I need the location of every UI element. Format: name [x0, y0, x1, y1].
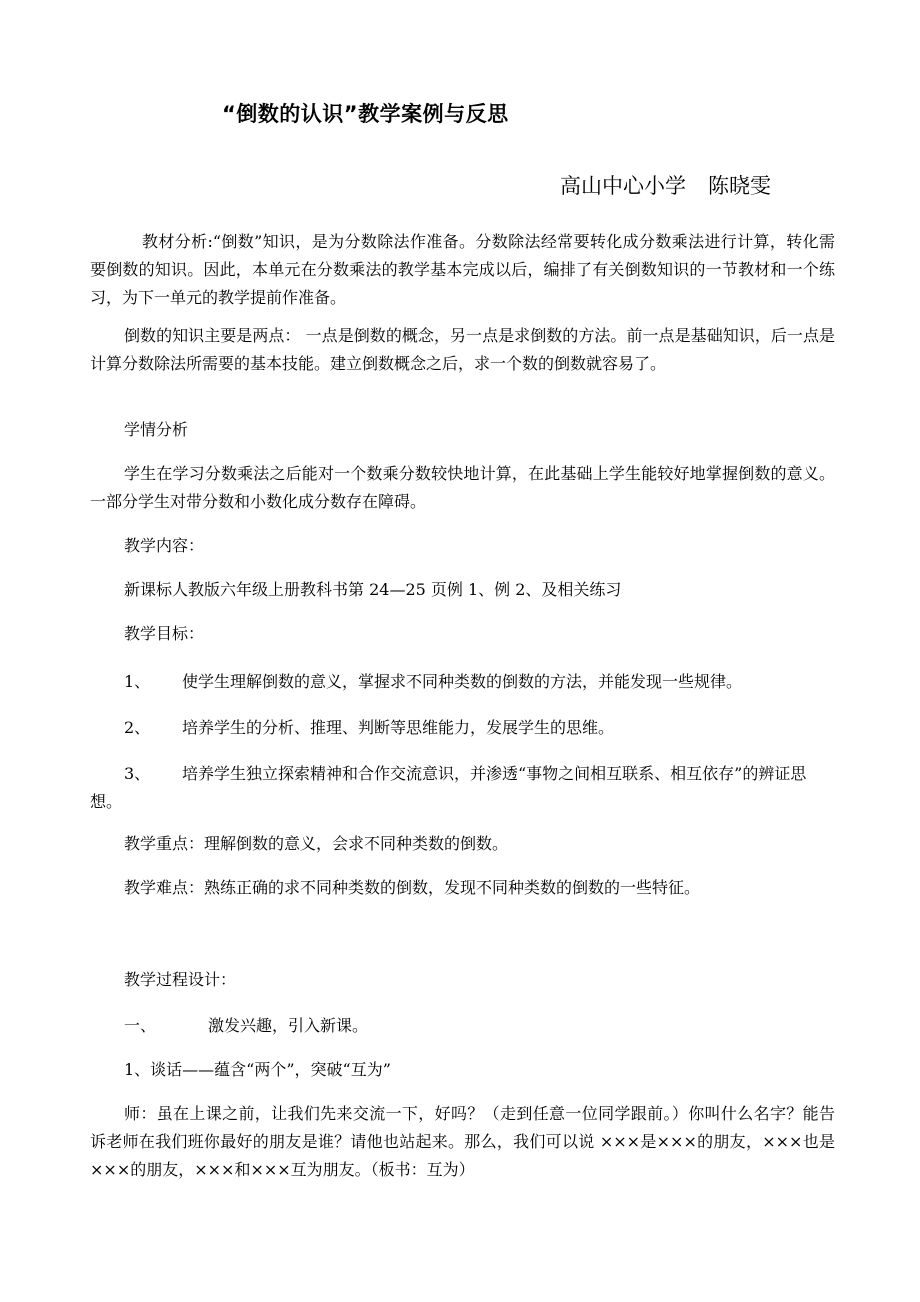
author-line	[560, 170, 771, 200]
goal-text: 培养学生的分析、推理、判断等思维能力，发展学生的思维。	[182, 718, 615, 737]
goal-item	[124, 714, 614, 742]
student-analysis-paragraph: 学生在学习分数乘法之后能对一个数乘分数较快地计算，在此基础上学生能较好地掌握倒数的意义。一部分学生对带分数和小数化成分数存在障碍。	[90, 464, 835, 511]
key-point-text: 教学重点：理解倒数的意义，会求不同种类数的倒数。	[124, 834, 509, 853]
material-analysis-paragraph: 教材分析:“倒数”知识，是为分数除法作准备。分数除法经常要转化成分数乘法进行计算，转化需要倒数的知识。因此，本单元在分数乘法的教学基本完成以后，编排了有关倒数知识的一节教材和一个练习，为下一单元的教学提前作准备。	[90, 232, 835, 307]
author-school: 高山中心小学	[560, 174, 686, 198]
goal-number: 2、	[124, 718, 151, 737]
section-number: 一、	[124, 1016, 157, 1035]
student-analysis-heading: 学情分析	[124, 420, 189, 439]
section-text: 激发兴趣，引入新课。	[208, 1016, 369, 1035]
document-title: “倒数的认识”教学案例与反思	[222, 102, 509, 126]
section-heading	[124, 1012, 368, 1040]
knowledge-points-paragraph: 倒数的知识主要是两点： 一点是倒数的概念，另一点是求倒数的方法。前一点是基础知识，后一点是计算分数除法所需要的基本技能。建立倒数概念之后，求一个数的倒数就容易了。	[90, 326, 835, 373]
goal-item	[124, 668, 742, 696]
difficulty-text: 教学难点：熟练正确的求不同种类数的倒数，发现不同种类数的倒数的一些特征。	[124, 878, 701, 897]
author-name: 陈晓雯	[708, 174, 771, 198]
subsection-heading: 1、谈话——蕴含“两个”，突破“互为”	[124, 1060, 391, 1079]
goal-text: 使学生理解倒数的意义，掌握求不同种类数的倒数的方法，并能发现一些规律。	[182, 672, 743, 691]
dialogue-paragraph: 师：虽在上课之前，让我们先来交流一下，好吗？（走到任意一位同学跟前。）你叫什么名字？能告诉老师在我们班你最好的朋友是谁？请他也站起来。那么，我们可以说 ×××是×××的朋友，×××也是×××的朋友，×××和×××互为朋友。（板书：互为）	[90, 1104, 835, 1179]
goal-number: 3、	[124, 764, 151, 783]
goal-item	[90, 760, 835, 816]
teaching-goals-heading: 教学目标：	[124, 624, 205, 643]
teaching-content-text: 新课标人教版六年级上册教科书第 24—25 页例 1、例 2、及相关练习	[124, 580, 622, 599]
goal-text: 培养学生独立探索精神和合作交流意识，并渗透“事物之间相互联系、相互依存”的辨证思想。	[90, 764, 807, 811]
teaching-content-heading: 教学内容：	[124, 536, 205, 555]
process-heading: 教学过程设计：	[124, 970, 237, 989]
goal-number: 1、	[124, 672, 151, 691]
